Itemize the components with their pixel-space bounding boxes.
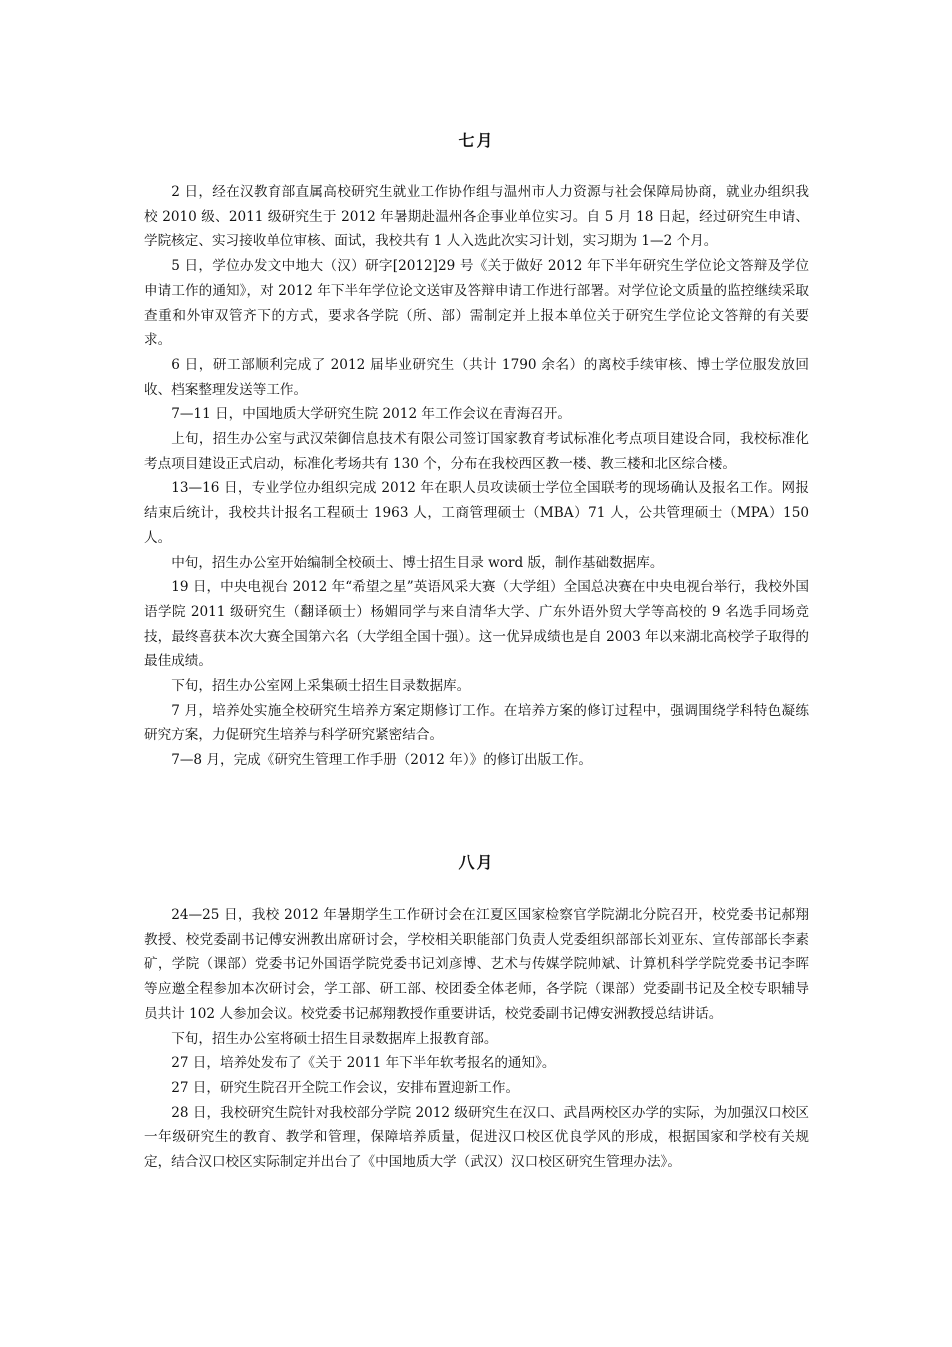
section-heading-july: 七月	[458, 131, 495, 150]
paragraph: 19 日，中央电视台 2012 年“希望之星”英语风采大赛（大学组）全国总决赛在中央电视台举行，我校外国语学院 2011 级研究生（翻译硕士）杨媚同学与来自清华大学、广东外语外贸大学等高校的 9 名选手同场竞技，最终喜获本次大赛全国第六名（大学组全国十强）。这一优异成绩也是自 2003 年以来湖北高校学子取得的最佳成绩。	[144, 579, 809, 670]
section-august-body	[144, 903, 809, 1175]
paragraph: 7 月，培养处实施全校研究生培养方案定期修订工作。在培养方案的修订过程中，强调围绕学科特色凝练研究方案，力促研究生培养与科学研究紧密结合。	[144, 702, 809, 744]
section-heading-august: 八月	[458, 853, 495, 872]
paragraph: 24—25 日，我校 2012 年暑期学生工作研讨会在江夏区国家检察官学院湖北分院召开，校党委书记郝翔教授、校党委副书记傅安洲教出席研讨会，学校相关职能部门负责人党委组织部部长刘亚东、宣传部部长李素矿，学院（课部）党委书记外国语学院党委书记刘彦博、艺术与传媒学院帅斌、计算机科学学院党委书记李晖等应邀全程参加本次研讨会，学工部、研工部、校团委全体老师，各学院（课部）党委副书记及全校专职辅导员共计 102 人参加会议。校党委书记郝翔教授作重要讲话，校党委副书记傅安洲教授总结讲话。	[144, 907, 809, 1022]
paragraph: 上旬，招生办公室与武汉荣御信息技术有限公司签订国家教育考试标准化考点项目建设合同，我校标准化考点项目建设正式启动，标准化考场共有 130 个，分布在我校西区教一楼、教三楼和北区综合楼。	[144, 431, 809, 472]
paragraph: 下旬，招生办公室网上采集硕士招生目录数据库。	[171, 678, 471, 695]
paragraph: 5 日，学位办发文中地大（汉）研字[2012]29 号《关于做好 2012 年下半年研究生学位论文答辩及学位申请工作的通知》，对 2012 年下半年学位论文送审及答辩申请工作进行部署。对学位论文质量的监控继续采取查重和外审双管齐下的方式，要求各学院（所、部）需制定并上报本单位关于研究生学位论文答辩的有关要求。	[144, 258, 809, 349]
paragraph: 下旬，招生办公室将硕士招生目录数据库上报教育部。	[171, 1030, 498, 1047]
paragraph: 7—8 月，完成《研究生管理工作手册（2012 年）》的修订出版工作。	[171, 752, 592, 769]
paragraph: 27 日，研究生院召开全院工作会议，安排布置迎新工作。	[171, 1079, 520, 1096]
paragraph: 27 日，培养处发布了《关于 2011 年下半年软考报名的通知》。	[171, 1055, 556, 1072]
paragraph: 中旬，招生办公室开始编制全校硕士、博士招生目录 word 版，制作基础数据库。	[171, 554, 664, 571]
paragraph: 28 日，我校研究生院针对我校部分学院 2012 级研究生在汉口、武昌两校区办学的实际，为加强汉口校区一年级研究生的教育、教学和管理，保障培养质量，促进汉口校区优良学风的形成，根据国家和学校有关规定，结合汉口校区实际制定并出台了《中国地质大学（武汉）汉口校区研究生管理办法》。	[144, 1104, 809, 1171]
paragraph: 6 日，研工部顺利完成了 2012 届毕业研究生（共计 1790 余名）的离校手续审核、博士学位服发放回收、档案整理发送等工作。	[144, 356, 809, 398]
section-july-body	[144, 180, 809, 773]
paragraph: 2 日，经在汉教育部直属高校研究生就业工作协作组与温州市人力资源与社会保障局协商，就业办组织我校 2010 级、2011 级研究生于 2012 年暑期赴温州各企事业单位实习。自 5 月 18 日起，经过研究生申请、学院核定、实习接收单位审核、面试，我校共有 1 人入选此次实习计划，实习期为 1—2 个月。	[144, 184, 809, 250]
paragraph: 7—11 日，中国地质大学研究生院 2012 年工作会议在青海召开。	[171, 406, 571, 423]
paragraph: 13—16 日，专业学位办组织完成 2012 年在职人员攻读硕士学位全国联考的现场确认及报名工作。网报结束后统计，我校共计报名工程硕士 1963 人，工商管理硕士（MBA）71 人，公共管理硕士（MPA）150 人。	[144, 480, 809, 546]
